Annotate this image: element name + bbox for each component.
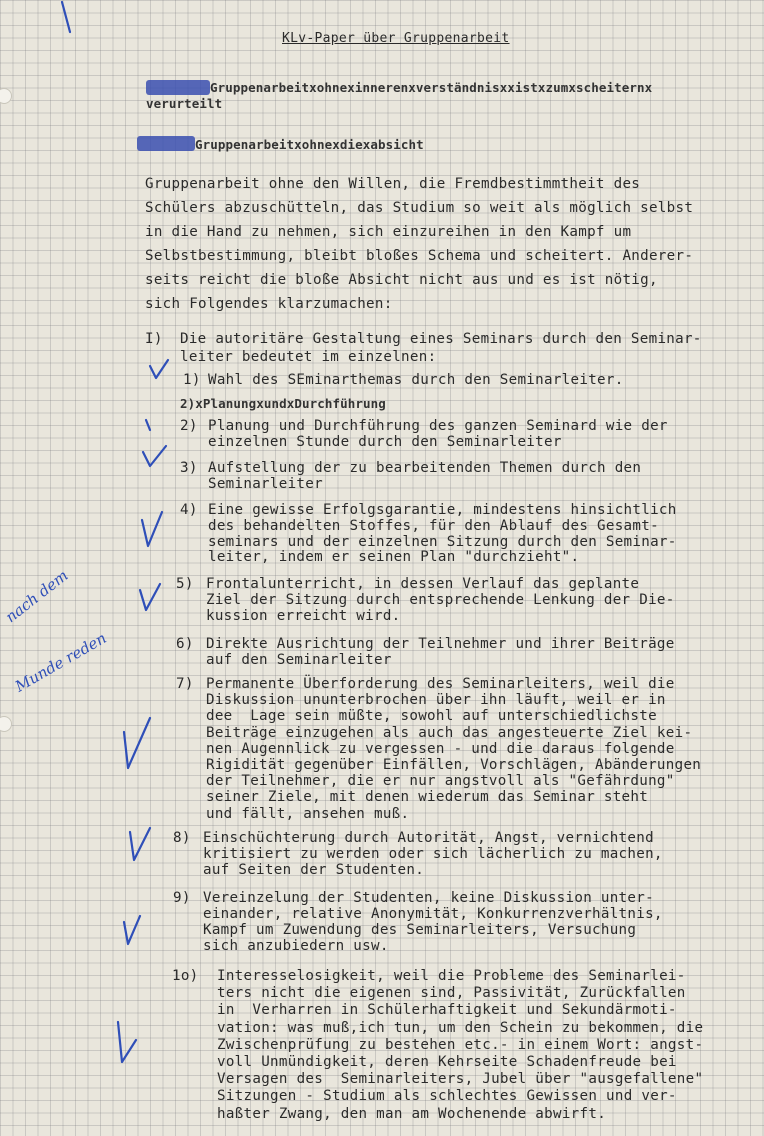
item-text-line: nen Augennlick zu vergessen - und die daraus folgende [206, 740, 675, 757]
item-text-line: kussion erreicht wird. [206, 608, 401, 624]
item-text-line: seiner Ziele, mit denen wiederum das Seminar steht [206, 789, 649, 806]
struck-line-1b: verurteilt [146, 96, 223, 111]
item-text-line: ters nicht die eigenen sind, Passivität, Zurückfallen [217, 985, 686, 1002]
item-text-line: leiter, indem er seinen Plan "durchzieht". [208, 549, 580, 566]
item-text-line: auf Seiten der Studenten. [203, 862, 425, 878]
item-text-line: voll Unmündigkeit, deren Kehrseite Schadenfreude bei [217, 1054, 677, 1070]
check-mark-1 [150, 360, 168, 378]
item-number: 3) [180, 460, 198, 476]
item-text-line: sich anzubiedern usw. [203, 938, 389, 954]
item-text-line: Planung und Durchführung des ganzen Seminard wie der [208, 418, 668, 434]
item-text-line: in Verharren in Schülerhaftigkeit und Sekundärmoti- [217, 1002, 677, 1019]
item-text-line: Permanente Überforderung des Seminarleiters, weil die [206, 676, 675, 692]
item-text-line: und fällt, ansehen muß. [206, 805, 410, 822]
item-text-line: vation: was muß,ich tun, um den Schein zu bekommen, die [217, 1019, 704, 1036]
item-text-line: seminars und der einzelnen Sitzung durch den Seminar- [208, 533, 677, 550]
intro-line: Schülers abzuschütteln, das Studium so weit als möglich selbst [145, 200, 694, 216]
item-text-line: Eine gewisse Erfolgsgarantie, mindestens hinsichtlich [208, 502, 677, 518]
item-text-line: einander, relative Anonymität, Konkurrenzverhältnis, [203, 906, 663, 922]
check-mark-2 [146, 420, 150, 430]
item-text-line: einzelnen Stunde durch den Seminarleiter [208, 434, 562, 450]
intro-line: Gruppenarbeit ohne den Willen, die Fremdbestimmtheit des [145, 176, 641, 192]
intro-line: Selbstbestimmung, bleibt bloßes Schema und scheitert. Anderer- [145, 248, 694, 264]
item-number: 8) [173, 830, 191, 846]
struck-line-1a: Gruppenarbeitxohnexinnerenxverständnisxxistxzumxscheiternx [210, 80, 653, 95]
item-number: 1) [183, 372, 201, 388]
check-mark-6 [124, 718, 150, 768]
item-text-line: Versagen des Seminarleiters, Jubel über "ausgefallene" [217, 1071, 704, 1088]
item-text-line: der Teilnehmer, die er nur angstvoll als "Gefährdung" [206, 773, 675, 790]
item-text-line: Diskussion ununterbrochen über ihn läuft, weil er in [206, 692, 666, 709]
item-text-line: Ziel der Sitzung durch entsprechende Lenkung der Die- [206, 592, 675, 608]
item-text-line: Interesselosigkeit, weil die Probleme des Seminarlei- [217, 968, 686, 984]
check-mark-3 [143, 446, 166, 466]
check-mark-8 [124, 916, 140, 944]
margin-note-line-1: nach dem [2, 566, 72, 627]
item-text-line: kritisiert zu werden oder sich lächerlich zu machen, [203, 846, 663, 862]
pen-stroke-top [62, 2, 70, 32]
item-text-line: Vereinzelung der Studenten, keine Diskussion unter- [203, 890, 654, 906]
item-text-line: Wahl des SEminarthemas durch den Seminarleiter. [208, 372, 624, 388]
item-text-line: Kampf um Zuwendung des Seminarleiters, Versuchung [203, 922, 637, 938]
item-text-line: Einschüchterung durch Autorität, Angst, vernichtend [203, 830, 654, 846]
intro-line: in die Hand zu nehmen, sich einzureihen in den Kampf um [145, 224, 632, 240]
item-number: 4) [180, 502, 198, 518]
struck-item: 2)xPlanungxundxDurchführung [180, 396, 386, 411]
item-number: 5) [176, 576, 194, 592]
item-text-line: dee Lage sein müßte, sowohl auf unterschiedlichste [206, 708, 657, 725]
section-heading-line: Die autoritäre Gestaltung eines Seminars durch den Seminar- [180, 331, 702, 347]
margin-note-line-2: Munde reden [12, 628, 110, 696]
item-text-line: Zwischenprüfung zu bestehen etc.- in einem Wort: angst- [217, 1036, 704, 1053]
item-text-line: Rigidität gegenüber Einfällen, Vorschlägen, Abänderungen [206, 757, 702, 773]
item-text-line: Sitzungen - Studium als schlechtes Gewissen und ver- [217, 1088, 677, 1105]
item-number: 7) [176, 676, 194, 692]
intro-line: sich Folgendes klarzumachen: [145, 296, 393, 312]
item-text-line: Frontalunterricht, in dessen Verlauf das geplante [206, 576, 640, 592]
item-number: 1o) [172, 968, 199, 984]
item-number: 2) [180, 418, 198, 434]
item-text-line: Beiträge einzugehen als auch das angesteuerte Ziel kei- [206, 724, 693, 741]
section-heading-line: leiter bedeutet im einzelnen: [180, 349, 437, 365]
check-mark-7 [130, 828, 150, 860]
item-text-line: Seminarleiter [208, 476, 323, 492]
item-number: 9) [173, 890, 191, 906]
check-mark-9 [118, 1022, 136, 1062]
item-text-line: Direkte Ausrichtung der Teilnehmer und ihrer Beiträge [206, 636, 675, 652]
check-mark-4 [142, 512, 162, 546]
page-title: KLv-Paper über Gruppenarbeit [282, 31, 510, 46]
item-number: 6) [176, 636, 194, 652]
item-text-line: auf den Seminarleiter [206, 652, 392, 668]
item-text-line: Aufstellung der zu bearbeitenden Themen durch den [208, 460, 642, 476]
struck-line-2: Gruppenarbeitxohnexdiexabsicht [195, 137, 424, 152]
item-text-line: haßter Zwang, den man am Wochenende abwirft. [217, 1105, 607, 1122]
section-number: I) [145, 331, 163, 347]
item-text-line: des behandelten Stoffes, für den Ablauf des Gesamt- [208, 517, 659, 534]
check-mark-5 [140, 584, 160, 610]
intro-line: seits reicht die bloße Absicht nicht aus und es ist nötig, [145, 272, 658, 288]
